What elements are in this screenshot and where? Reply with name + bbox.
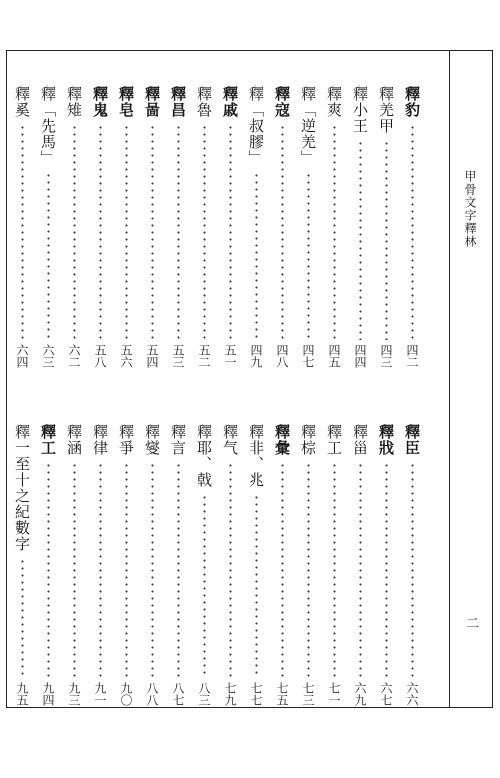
dot-leader — [333, 462, 336, 678]
toc-entry — [219, 424, 241, 706]
toc-entry-page-number: 七一 — [327, 682, 341, 706]
toc-entry-page-number: 七三 — [301, 682, 315, 706]
toc-entry-title: 釋雉 — [65, 86, 83, 118]
dot-leader — [359, 462, 362, 678]
dot-leader — [255, 172, 258, 340]
dot-leader — [177, 124, 180, 340]
toc-entry — [375, 86, 397, 368]
toc-entry-page-number: 七九 — [223, 682, 237, 706]
toc-entry-page-number: 九五 — [15, 682, 29, 706]
dot-leader — [73, 462, 76, 678]
toc-entry-page-number: 四三 — [379, 344, 393, 368]
toc-entry — [115, 424, 137, 706]
folio-page-number: 二 — [463, 616, 478, 629]
toc-entry — [349, 86, 371, 368]
frame-bottom-line — [6, 707, 493, 708]
dot-leader — [47, 172, 50, 340]
toc-entry-page-number: 九四 — [41, 682, 55, 706]
toc-entry-title: 釋臣 — [403, 424, 421, 456]
dot-leader — [385, 140, 388, 340]
toc-entry-title: 釋彙 — [273, 424, 291, 456]
dot-leader — [359, 140, 362, 340]
toc-entry-page-number: 六七 — [379, 682, 393, 706]
dot-leader — [229, 124, 232, 340]
toc-entry-title: 釋工 — [39, 424, 57, 456]
toc-entry — [37, 424, 59, 706]
toc-entry — [167, 424, 189, 706]
dot-leader — [411, 124, 414, 340]
dot-leader — [99, 462, 102, 678]
toc-entry — [141, 424, 163, 706]
toc-entry-page-number: 五八 — [93, 344, 107, 368]
dot-leader — [333, 124, 336, 340]
dot-leader — [177, 462, 180, 678]
toc-entry-page-number: 五四 — [145, 344, 159, 368]
toc-entry — [297, 424, 319, 706]
toc-entry-title: 釋棕 — [299, 424, 317, 456]
dot-leader — [203, 494, 206, 678]
dot-leader — [99, 124, 102, 340]
toc-entry — [297, 86, 319, 368]
toc-entry-title: 釋言 — [169, 424, 187, 456]
toc-entry — [115, 86, 137, 368]
dot-leader — [47, 462, 50, 678]
toc-entry — [245, 424, 267, 706]
toc-entry-title: 釋耶、戟 — [195, 424, 213, 488]
dot-leader — [255, 494, 258, 678]
toc-entry — [271, 424, 293, 706]
toc-entry-title: 釋燮 — [143, 424, 161, 456]
toc-entry-title: 釋鬼 — [91, 86, 109, 118]
dot-leader — [281, 462, 284, 678]
toc-entry — [271, 86, 293, 368]
toc-entry-title: 釋工 — [325, 424, 343, 456]
toc-entry-title: 釋一至十之紀數字 — [13, 424, 31, 552]
toc-entry-page-number: 六九 — [353, 682, 367, 706]
toc-entry — [323, 424, 345, 706]
toc-entry-title: 釋昌 — [169, 86, 187, 118]
toc-entry-page-number: 五三 — [171, 344, 185, 368]
toc-entry-title: 釋爭 — [117, 424, 135, 456]
toc-entry-page-number: 六二 — [67, 344, 81, 368]
toc-entry-page-number: 九三 — [67, 682, 81, 706]
dot-leader — [307, 172, 310, 340]
dot-leader — [151, 124, 154, 340]
toc-entry-page-number: 九〇 — [119, 682, 133, 706]
toc-entry-page-number: 五一 — [223, 344, 237, 368]
dot-leader — [229, 462, 232, 678]
toc-entry-page-number: 六三 — [41, 344, 55, 368]
toc-entry-page-number: 四四 — [353, 344, 367, 368]
toc-entry-title: 釋奚 — [13, 86, 31, 118]
toc-entry-title: 釋魯 — [195, 86, 213, 118]
toc-entry-page-number: 五六 — [119, 344, 133, 368]
toc-entry-page-number: 六四 — [15, 344, 29, 368]
dot-leader — [125, 462, 128, 678]
toc-entry-page-number: 八七 — [171, 682, 185, 706]
toc-entry-title: 釋啚 — [143, 86, 161, 118]
dot-leader — [307, 462, 310, 678]
dot-leader — [21, 558, 24, 678]
frame-right-line — [492, 50, 493, 708]
dot-leader — [21, 124, 24, 340]
toc-entry — [37, 86, 59, 368]
toc-entry — [193, 424, 215, 706]
toc-entry-title: 釋「先馬」 — [39, 86, 57, 166]
toc-entry-page-number: 四八 — [275, 344, 289, 368]
toc-entry-page-number: 六六 — [405, 682, 419, 706]
toc-entry — [63, 424, 85, 706]
dot-leader — [151, 462, 154, 678]
toc-entry-page-number: 七五 — [275, 682, 289, 706]
toc-entry — [401, 86, 423, 368]
toc-entry-page-number: 八三 — [197, 682, 211, 706]
toc-entry-title: 釋豹 — [403, 86, 421, 118]
toc-entry — [323, 86, 345, 368]
dot-leader — [125, 124, 128, 340]
dot-leader — [203, 124, 206, 340]
dot-leader — [281, 124, 284, 340]
toc-entry — [349, 424, 371, 706]
frame-top-line — [6, 50, 493, 51]
toc-entry-title: 釋涵 — [65, 424, 83, 456]
toc-entry-page-number: 九一 — [93, 682, 107, 706]
toc-entry-title: 釋「叔膠」 — [247, 86, 265, 166]
toc-entry-page-number: 七七 — [249, 682, 263, 706]
toc-entry — [401, 424, 423, 706]
toc-entry-title: 釋气 — [221, 424, 239, 456]
toc-entry — [167, 86, 189, 368]
toc-entry — [375, 424, 397, 706]
toc-entry-page-number: 八八 — [145, 682, 159, 706]
toc-entry — [11, 86, 33, 368]
toc-entry-title: 釋戕 — [377, 424, 395, 456]
toc-entry-page-number: 四五 — [327, 344, 341, 368]
toc-entry-title: 釋律 — [91, 424, 109, 456]
toc-entry-title: 釋小王 — [351, 86, 369, 134]
toc-entry — [63, 86, 85, 368]
toc-entry-page-number: 四九 — [249, 344, 263, 368]
toc-entry — [141, 86, 163, 368]
toc-entry — [219, 86, 241, 368]
toc-entry-title: 釋甾 — [351, 424, 369, 456]
toc-entry-title: 釋爽 — [325, 86, 343, 118]
toc-entry-title: 釋戚 — [221, 86, 239, 118]
frame-divider-line — [449, 50, 450, 708]
dot-leader — [411, 462, 414, 678]
toc-entry — [193, 86, 215, 368]
toc-entry — [89, 424, 111, 706]
toc-entry — [89, 86, 111, 368]
toc-entry-page-number: 四二 — [405, 344, 419, 368]
toc-entry-title: 釋羌甲 — [377, 86, 395, 134]
dot-leader — [73, 124, 76, 340]
toc-entry-title: 釋皂 — [117, 86, 135, 118]
toc-entry-title: 釋寇 — [273, 86, 291, 118]
toc-entry-page-number: 四七 — [301, 344, 315, 368]
toc-entry-title: 釋「逆羌」 — [299, 86, 317, 166]
toc-entry — [245, 86, 267, 368]
toc-entry-title: 釋非、兆 — [247, 424, 265, 488]
dot-leader — [385, 462, 388, 678]
toc-entry-page-number: 五二 — [197, 344, 211, 368]
running-title: 甲骨文字釋林 — [463, 170, 477, 248]
toc-entry — [11, 424, 33, 706]
frame-left-line — [6, 50, 7, 708]
